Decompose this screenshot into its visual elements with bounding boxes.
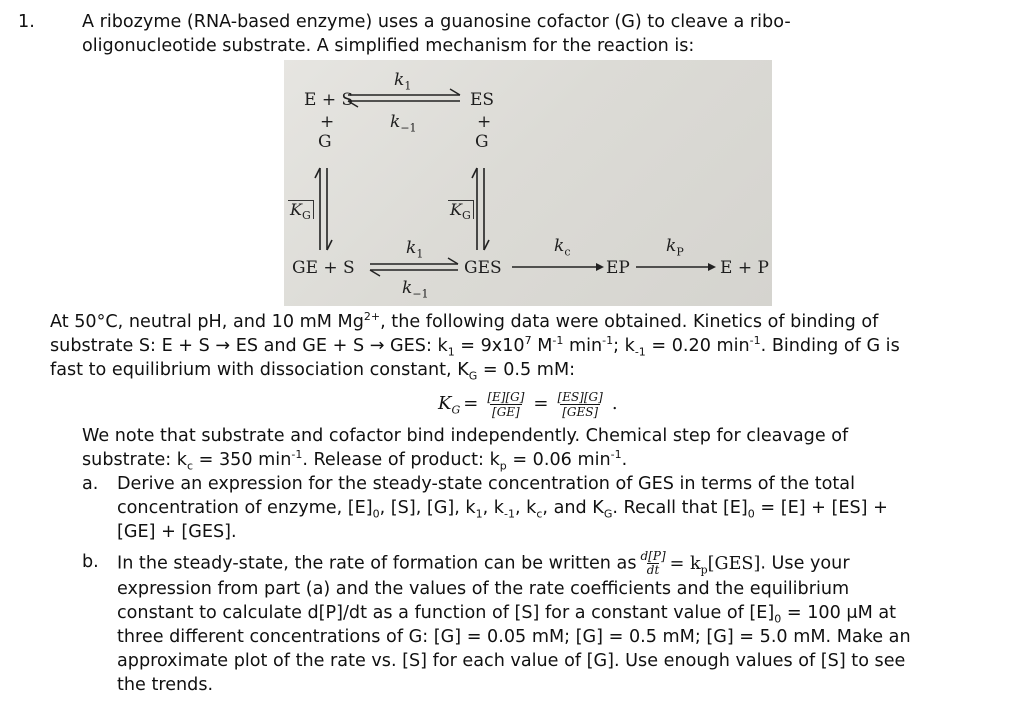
conditions-paragraph	[50, 310, 900, 382]
plus-left: +	[320, 112, 335, 132]
eq-fraction-1: $\frac{[E][G]}{[GE]}$	[487, 389, 525, 419]
notes-line-1: We note that substrate and cofactor bind independently. Chemical step for cleavage of	[82, 426, 849, 446]
kg-label-middle: $K_G$	[448, 200, 474, 219]
part-a-label: a.	[82, 474, 99, 494]
species-GES: GES	[464, 258, 502, 278]
rate-k-minus1-bottom: $k_{-1}$	[402, 278, 429, 301]
problem-intro	[82, 10, 791, 58]
conditions-line-2: substrate S: E + S → ES and GE + S → GES: $k_1 = 9x10^7$ $M^{-1}$ $\min^{-1}$; $k_{-1} = 0.20$ $\min^{-1}$. Binding of G is	[50, 334, 900, 359]
cofactor-G-middle: G	[475, 132, 489, 152]
part-a-text: Derive an expression for the steady-state concentration of GES in terms of the total concentration of enzyme, $[E]_0$, [S], [G], $k_1$, $k_{-1}$, $k_c$, and $K_G$. Recall that $[E]_0 = [E] + [ES]$ + [GE] + [GES].	[117, 474, 888, 542]
eq-fraction-2: $\frac{[ES][G]}{\text{[GES]}}$	[557, 389, 603, 419]
rate-kc: $k_c$	[554, 236, 571, 259]
rate-kp: $k_P$	[666, 236, 684, 259]
conditions-line-3: fast to equilibrium with dissociation constant, $K_G = 0.5$ mM:	[50, 360, 576, 383]
kg-label-left: $K_G$	[288, 200, 314, 219]
mechanism-arrows	[284, 60, 772, 306]
part-b-text: In the steady-state, the rate of formation can be written as $\frac{d[P]}{dt}$ = $k_p[GES]$. Use your expression from part (a) and the values of the rate coefficients and the equilibrium constant to calculate d[P]/dt as a function of [S] for a constant value of $[E]_0 = 100$ μM at three different concentrations of G: [G] = 0.05 mM; [G] = 0.5 mM; [G] = 5.0 mM. Make an approximate plot of the rate vs. [S] for each value of [G]. Use enough values of [S] to see the trends.	[117, 549, 911, 695]
problem-number: 1.	[18, 12, 35, 32]
eq-period: .	[611, 393, 618, 414]
intro-line-2: oligonucleotide substrate. A simplified mechanism for the reaction is:	[82, 36, 695, 56]
notes-paragraph	[82, 424, 848, 472]
rate-k1-bottom: $k_1$	[406, 238, 424, 261]
rate-expression: = $k_p[GES]$	[669, 553, 761, 577]
cofactor-G-left: G	[318, 132, 332, 152]
conditions-line-1: At 50°C, neutral pH, and 10 mM $Mg^{2+}$, the following data were obtained. Kinetics of binding of	[50, 310, 879, 332]
plus-middle: +	[477, 112, 492, 132]
kg-equation	[438, 384, 621, 424]
rate-k1-top: $k_1$	[394, 70, 412, 93]
part-b-label: b.	[82, 552, 99, 572]
intro-line-1: A ribozyme (RNA-based enzyme) uses a guanosine cofactor (G) to cleave a ribo-	[82, 12, 791, 32]
species-E-plus-S: E + S	[304, 90, 354, 110]
species-EP: EP	[606, 258, 630, 278]
eq-kg: $K_G$	[438, 393, 461, 417]
rate-k-minus1-top: $k_{-1}$	[390, 112, 417, 135]
species-E-plus-P: E + P	[720, 258, 769, 278]
species-ES: ES	[470, 90, 495, 110]
species-GE-plus-S: GE + S	[292, 258, 355, 278]
notes-line-2: substrate: $k_c = 350$ $\min^{-1}$. Release of product: $k_p = 0.06$ $\min^{-1}$.	[82, 448, 628, 473]
dpdt-fraction: $\frac{d[P]}{dt}$	[640, 549, 666, 577]
mechanism-figure	[284, 60, 772, 306]
eq-equals-2: =	[533, 393, 549, 414]
eq-equals-1: =	[463, 393, 479, 414]
